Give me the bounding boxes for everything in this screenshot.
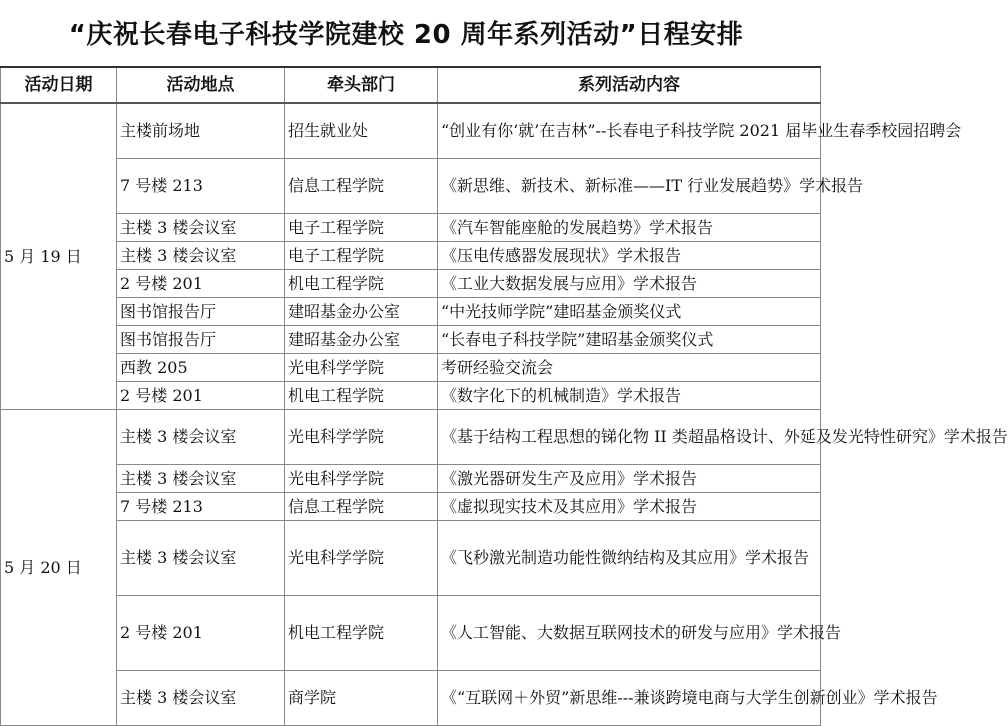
dept-cell: 光电科学学院 [285, 410, 438, 465]
dept-cell: 机电工程学院 [285, 270, 438, 298]
header-place: 活动地点 [117, 67, 285, 103]
content-cell: “长春电子科技学院”建昭基金颁奖仪式 [438, 326, 821, 354]
dept-cell: 信息工程学院 [285, 159, 438, 214]
table-row [1, 521, 821, 596]
place-cell: 7 号楼 213 [117, 159, 285, 214]
content-cell: “中光技师学院”建昭基金颁奖仪式 [438, 298, 821, 326]
table-row [1, 465, 821, 493]
table-row [1, 493, 821, 521]
content-cell: 《压电传感器发展现状》学术报告 [438, 242, 821, 270]
table-row [1, 354, 821, 382]
table-row [1, 103, 821, 159]
header-row [1, 67, 821, 103]
dept-cell: 电子工程学院 [285, 214, 438, 242]
content-cell: 《人工智能、大数据互联网技术的研发与应用》学术报告 [438, 596, 821, 671]
table-row [1, 214, 821, 242]
dept-cell: 建昭基金办公室 [285, 298, 438, 326]
place-cell: 图书馆报告厅 [117, 326, 285, 354]
place-cell: 主楼 3 楼会议室 [117, 671, 285, 726]
content-cell: 《汽车智能座舱的发展趋势》学术报告 [438, 214, 821, 242]
content-cell: 《飞秒激光制造功能性微纳结构及其应用》学术报告 [438, 521, 821, 596]
place-cell: 西教 205 [117, 354, 285, 382]
place-cell: 2 号楼 201 [117, 382, 285, 410]
place-cell: 7 号楼 213 [117, 493, 285, 521]
table-row [1, 596, 821, 671]
date-cell: 5 月 20 日 [1, 410, 117, 726]
content-cell: “创业有你‘就’在吉林”--长春电子科技学院 2021 届毕业生春季校园招聘会 [438, 103, 821, 159]
date-cell: 5 月 19 日 [1, 103, 117, 410]
content-cell: 《数字化下的机械制造》学术报告 [438, 382, 821, 410]
header-dept: 牵头部门 [285, 67, 438, 103]
dept-cell: 电子工程学院 [285, 242, 438, 270]
schedule-table [0, 66, 1008, 726]
table-row [1, 270, 821, 298]
place-cell: 主楼 3 楼会议室 [117, 214, 285, 242]
header-content: 系列活动内容 [438, 67, 821, 103]
place-cell: 2 号楼 201 [117, 270, 285, 298]
dept-cell: 商学院 [285, 671, 438, 726]
content-cell: 《工业大数据发展与应用》学术报告 [438, 270, 821, 298]
place-cell: 主楼 3 楼会议室 [117, 242, 285, 270]
dept-cell: 机电工程学院 [285, 382, 438, 410]
content-cell: 《“互联网＋外贸”新思维---兼谈跨境电商与大学生创新创业》学术报告 [438, 671, 821, 726]
dept-cell: 光电科学学院 [285, 521, 438, 596]
table-row [1, 410, 821, 465]
header-date: 活动日期 [1, 67, 117, 103]
dept-cell: 光电科学学院 [285, 354, 438, 382]
place-cell: 主楼 3 楼会议室 [117, 410, 285, 465]
table-row [1, 382, 821, 410]
table-row [1, 326, 821, 354]
dept-cell: 招生就业处 [285, 103, 438, 159]
table-row [1, 298, 821, 326]
dept-cell: 信息工程学院 [285, 493, 438, 521]
place-cell: 2 号楼 201 [117, 596, 285, 671]
place-cell: 主楼 3 楼会议室 [117, 521, 285, 596]
place-cell: 主楼 3 楼会议室 [117, 465, 285, 493]
place-cell: 主楼前场地 [117, 103, 285, 159]
content-cell: 《激光器研发生产及应用》学术报告 [438, 465, 821, 493]
page-title: “庆祝长春电子科技学院建校 20 周年系列活动”日程安排 [68, 19, 744, 50]
content-cell: 《虚拟现实技术及其应用》学术报告 [438, 493, 821, 521]
dept-cell: 建昭基金办公室 [285, 326, 438, 354]
table-row [1, 159, 821, 214]
content-cell: 《基于结构工程思想的锑化物 II 类超晶格设计、外延及发光特性研究》学术报告 [438, 410, 821, 465]
place-cell: 图书馆报告厅 [117, 298, 285, 326]
content-cell: 《新思维、新技术、新标准——IT 行业发展趋势》学术报告 [438, 159, 821, 214]
table-row [1, 671, 821, 726]
dept-cell: 机电工程学院 [285, 596, 438, 671]
table-row [1, 242, 821, 270]
dept-cell: 光电科学学院 [285, 465, 438, 493]
content-cell: 考研经验交流会 [438, 354, 821, 382]
